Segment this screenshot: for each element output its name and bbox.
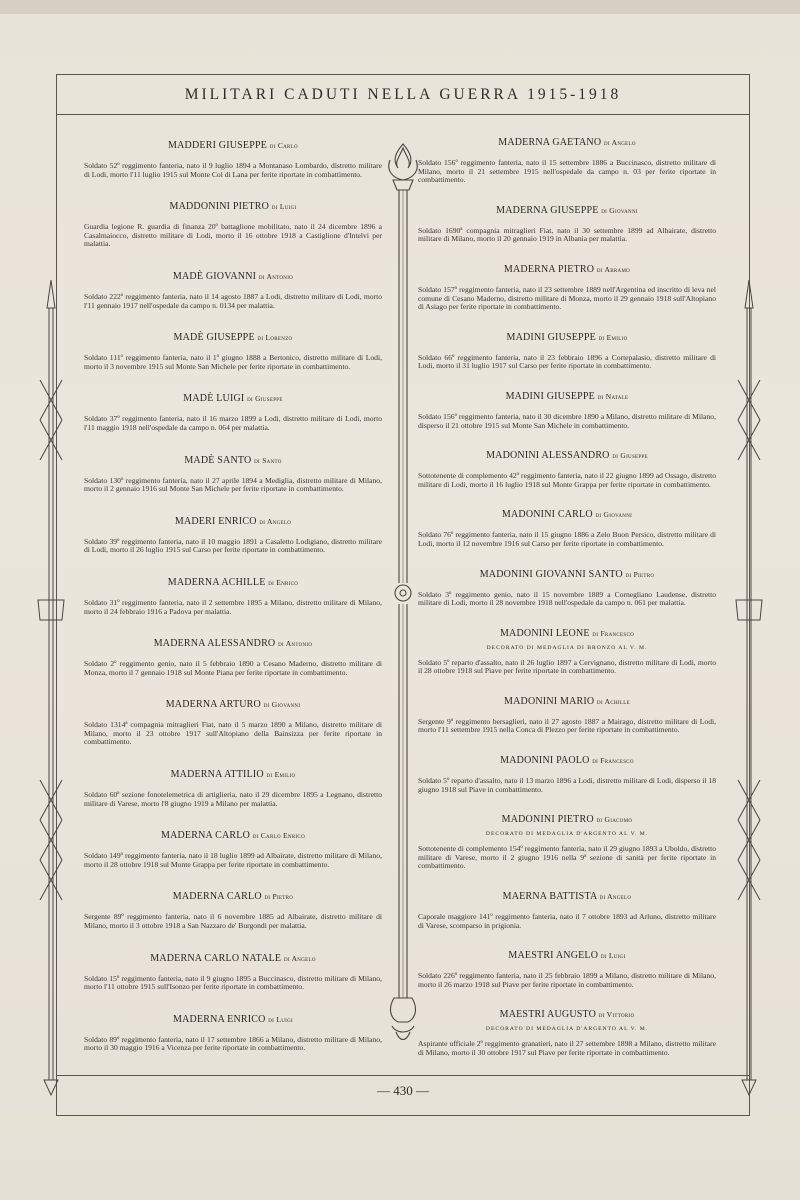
patronymic: di Angelo	[603, 138, 636, 147]
left-lance-ornament	[36, 280, 66, 1100]
entry	[84, 638, 382, 677]
entry	[84, 699, 382, 747]
patronymic: di Angelo	[599, 892, 632, 902]
surname-given: MADERNA CARLO	[161, 830, 250, 842]
entry	[84, 830, 382, 869]
soldier-name	[84, 201, 382, 212]
soldier-name	[84, 830, 382, 841]
entry	[418, 891, 716, 930]
service-record: Soldato 222º reggimento fanteria, nato il 14 agosto 1887 a Lodi, distretto militare di Lodi, morto l'11 gennaio 1917 nell'ospedale da campo n. 0134 per malattia.	[84, 291, 382, 310]
surname-given: MADÈ GIUSEPPE	[173, 332, 255, 344]
surname-given: MADERNA PIETRO	[503, 263, 595, 275]
surname-given: MAERNA BATTISTA	[502, 891, 597, 903]
surname-given: MADERNA ARTURO	[165, 699, 261, 711]
patronymic: di Natale	[597, 391, 629, 401]
patronymic: di Achille	[597, 696, 630, 706]
patronymic: di Giovanni	[601, 205, 638, 215]
entry	[418, 509, 716, 548]
service-record: Soldato 31º reggimento fanteria, nato il 2 settembre 1895 a Milano, distretto militare di Milano, morto il 24 febbraio 1916 a Padova per malattia.	[84, 597, 382, 616]
soldier-name	[84, 1014, 382, 1025]
patronymic: di Francesco	[592, 628, 635, 638]
surname-given: MAESTRI AUGUSTO	[499, 1009, 597, 1021]
surname-given: MADONINI LEONE	[499, 627, 590, 639]
patronymic: di Vittorio	[598, 1010, 635, 1020]
service-record: Soldato 1690ª compagnia mitraglieri Fiat, nato il 30 settembre 1899 ad Albairate, distretto militare di Milano, morto il 20 gennaio 1919 in Albania per malattia.	[418, 225, 716, 244]
soldier-name	[84, 769, 382, 780]
entry	[418, 628, 716, 676]
left-column	[84, 140, 382, 1075]
patronymic: di Carlo	[269, 141, 298, 150]
surname-given: MADERNA CARLO	[172, 891, 262, 903]
entry	[84, 140, 382, 179]
service-record: Soldato 149º reggimento fanteria, nato il 18 luglio 1899 ad Albairate, distretto militare di Milano, morto il 28 ottobre 1918 sul Monte Grappa per ferite riportate in combattimento.	[84, 851, 382, 869]
patronymic: di Giuseppe	[612, 451, 648, 461]
service-record: Soldato 226º reggimento fanteria, nato il 25 febbraio 1899 a Milano, distretto militare di Milano, morto il 26 marzo 1918 sul Piave per ferite riportate in combattimento.	[418, 971, 716, 989]
soldier-name	[418, 509, 716, 520]
soldier-name	[418, 450, 716, 461]
entry	[84, 953, 382, 992]
patronymic: di Emilio	[598, 332, 628, 342]
soldier-name	[84, 332, 382, 343]
patronymic: di Luigi	[600, 951, 626, 961]
soldier-name	[84, 699, 382, 710]
entry	[418, 391, 716, 430]
soldier-name	[418, 696, 716, 707]
surname-given: MAESTRI ANGELO	[508, 950, 599, 962]
surname-given: MADONINI GIOVANNI SANTO	[479, 568, 623, 580]
surname-given: MADINI GIUSEPPE	[505, 390, 595, 402]
entry	[418, 264, 716, 312]
service-record: Soldato 39º reggimento fanteria, nato il 10 maggio 1891 a Casaletto Lodigiano, distretto militare di Lodi, morto il 26 luglio 1915 sul Carso per ferite riportate in combattimento.	[84, 536, 382, 555]
entry	[418, 450, 716, 489]
service-record: Caporale maggiore 141º reggimento fanteria, nato il 7 ottobre 1893 ad Arluno, distretto militare di Varese, scomparso in prigionia.	[418, 912, 716, 930]
soldier-name	[418, 264, 716, 275]
surname-given: MADÈ SANTO	[184, 454, 252, 466]
surname-given: MADERNA ATTILIO	[170, 769, 264, 781]
service-record: Sergente 9º reggimento bersaglieri, nato il 27 agosto 1887 a Mairago, distretto militare di Lodi, morto l'11 settembre 1915 nella Conca di Plezzo per ferite riportate in combattimento.	[418, 716, 716, 735]
entry	[418, 950, 716, 989]
service-record: Guardia legione R. guardia di finanza 20º battaglione mobilitato, nato il 24 dicembre 1896 a Casalmaiocco, distretto militare di Lodi, morto il 16 ottobre 1918 a Castiglione d'Intelvi per malattia.	[84, 222, 382, 249]
decoration-note: DECORATO DI MEDAGLIA DI BRONZO AL V. M.	[486, 644, 648, 651]
patronymic: di Emilio	[266, 770, 296, 780]
soldier-name	[84, 891, 382, 902]
entry	[84, 891, 382, 930]
soldier-name	[418, 628, 716, 639]
soldier-name	[418, 569, 716, 580]
surname-given: MADERNA CARLO NATALE	[150, 952, 282, 964]
entry	[84, 201, 382, 249]
patronymic: di Carlo Enrico	[252, 831, 305, 841]
surname-given: MADINI GIUSEPPE	[506, 331, 596, 343]
surname-given: MADONINI MARIO	[504, 695, 595, 707]
surname-given: MADERI ENRICO	[174, 515, 257, 527]
soldier-name	[418, 814, 716, 825]
soldier-name	[418, 332, 716, 343]
service-record: Aspirante ufficiale 2º reggimento granatieri, nato il 27 settembre 1898 a Milano, distretto militare di Milano, morto il 30 ottobre 1917 sul Piave per ferite riportate in combattimento.	[418, 1039, 716, 1057]
entry	[84, 271, 382, 310]
entry	[418, 569, 716, 608]
soldier-name	[418, 391, 716, 402]
entry	[418, 814, 716, 871]
top-edge	[0, 0, 800, 14]
patronymic: di Luigi	[268, 1014, 293, 1024]
page-number: — 430 —	[377, 1083, 429, 1098]
entry	[418, 332, 716, 371]
entry	[84, 769, 382, 808]
surname-given: MADÈ GIOVANNI	[172, 270, 257, 282]
soldier-name	[418, 1009, 716, 1020]
service-record: Soldato 60ª sezione fonotelemetrica di artiglieria, nato il 29 dicembre 1895 a Legnano, distretto militare di Varese, morto l'8 giugno 1919 a Milano per malattia.	[84, 790, 382, 808]
patronymic: di Giovanni	[595, 510, 633, 520]
service-record: Soldato 52º reggimento fanteria, nato il 9 luglio 1894 a Montanaso Lombardo, distretto militare di Lodi, morto l'11 luglio 1915 sul Monte Col di Lana per ferite riportate in combattimento.	[84, 161, 382, 179]
service-record: Soldato 5º reparto d'assalto, nato il 26 luglio 1897 a Cervignano, distretto militare di Lodi, morto il 28 ottobre 1918 sul Piave per ferite riportate in combattimento.	[418, 657, 716, 676]
patronymic: di Antonio	[258, 271, 294, 281]
service-record: Soldato 3º reggimento genio, nato il 15 novembre 1889 a Cornegliano Laudense, distretto militare di Lodi, morto il 28 novembre 1918 nell'ospedale da campo n. 061 per malattia.	[418, 589, 716, 608]
surname-given: MADONINI CARLO	[501, 509, 593, 521]
service-record: Soldato 111º reggimento fanteria, nato il 1º giugno 1888 a Bertonico, distretto militare di Lodi, morto il 3 novembre 1915 sul Monte San Michele per ferite riportate in combattimento.	[84, 353, 382, 371]
patronymic: di Pietro	[625, 569, 655, 579]
surname-given: MADERNA ACHILLE	[167, 576, 266, 588]
surname-given: MADERNA ALESSANDRO	[153, 638, 276, 650]
patronymic: di Santo	[254, 455, 282, 465]
soldier-name	[84, 577, 382, 588]
patronymic: di Giuseppe	[247, 394, 283, 404]
patronymic: di Abramo	[596, 264, 631, 274]
entry	[418, 696, 716, 735]
service-record: Soldato 89º reggimento fanteria, nato il 17 settembre 1866 a Milano, distretto militare di Milano, morto il 30 maggio 1916 a Vicenza per ferite riportate in combattimento.	[84, 1034, 382, 1053]
entry	[84, 332, 382, 371]
soldier-name	[418, 891, 716, 902]
entry	[418, 755, 716, 794]
service-record: Soldato 1314ª compagnia mitraglieri Fiat, nato il 5 marzo 1890 a Milano, distretto militare di Milano, morto il 23 ottobre 1917 sull'Altopiano della Bainsizza per ferite riportate in combattimento.	[84, 720, 382, 747]
entry	[418, 205, 716, 244]
service-record: Soldato 156º reggimento fanteria, nato il 30 dicembre 1890 a Milano, distretto militare di Milano, disperso il 21 ottobre 1915 sul Monte San Michele in combattimento.	[418, 411, 716, 430]
entry	[84, 393, 382, 432]
right-column	[418, 137, 716, 1078]
soldier-name	[84, 455, 382, 466]
surname-given: MADERNA GAETANO	[498, 137, 602, 148]
surname-given: MADERNA GIUSEPPE	[496, 204, 599, 216]
service-record: Sottotenente di complemento 154º reggimento fanteria, nato il 29 giugno 1893 a Uboldo, distretto militare di Varese, morto il 2 giugno 1916 nella 9ª sezione di sanità per ferite riportate in combattimento.	[418, 844, 716, 871]
entry	[84, 516, 382, 555]
right-lance-ornament	[734, 280, 764, 1100]
soldier-name	[418, 205, 716, 216]
service-record: Soldato 157º reggimento fanteria, nato il 23 settembre 1889 nell'Argentina ed inscritto di leva nel comune di Cesano Maderno, distretto militare di Monza, morto il 29 gennaio 1918 sull'Altopiano di Asiago per ferite riportate in combattimento.	[418, 284, 716, 312]
surname-given: MADDERI GIUSEPPE	[168, 140, 268, 151]
entry	[418, 1009, 716, 1057]
surname-given: MADONINI PIETRO	[501, 814, 594, 826]
soldier-name	[84, 140, 382, 151]
patronymic: di Lorenzo	[257, 333, 293, 343]
service-record: Soldato 76º reggimento fanteria, nato il 15 giugno 1886 a Zelo Buon Persico, distretto militare di Lodi, morto il 12 novembre 1916 sul Carso per ferite riportate in combattimento.	[418, 530, 716, 548]
soldier-name	[84, 516, 382, 527]
patronymic: di Giacomo	[596, 815, 633, 825]
service-record: Soldato 2º reggimento genio, nato il 5 febbraio 1890 a Cesano Maderno, distretto militare di Monza, morto il 7 gennaio 1918 sul Monte Piana per ferite riportate in combattimento.	[84, 659, 382, 677]
surname-given: MADÈ LUIGI	[183, 393, 245, 405]
soldier-name	[418, 950, 716, 961]
service-record: Sergente 89º reggimento fanteria, nato il 6 novembre 1885 ad Albairate, distretto militare di Milano, morto il 3 ottobre 1918 a San Nazzaro de' Burgondi per malattia.	[84, 912, 382, 931]
entry	[84, 1014, 382, 1053]
page-title: MILITARI CADUTI NELLA GUERRA 1915-1918	[184, 86, 622, 103]
surname-given: MADERNA ENRICO	[173, 1013, 266, 1025]
title-rule	[56, 114, 750, 115]
soldier-name	[84, 271, 382, 282]
service-record: Soldato 66º reggimento fanteria, nato il 23 febbraio 1896 a Cortepalasio, distretto militare di Lodi, morto il 31 luglio 1917 sul Carso per ferite riportate in combattimento.	[418, 352, 716, 371]
patronymic: di Antonio	[278, 639, 313, 649]
soldier-name	[418, 137, 716, 148]
patronymic: di Angelo	[259, 516, 292, 526]
soldier-name	[84, 953, 382, 964]
patronymic: di Luigi	[271, 202, 297, 212]
soldier-name	[84, 393, 382, 404]
entry	[84, 577, 382, 616]
service-record: Soldato 37º reggimento fanteria, nato il 16 marzo 1899 a Lodi, distretto militare di Lodi, morto l'11 maggio 1918 nell'ospedale da campo n. 064 per malattia.	[84, 414, 382, 432]
service-record: Soldato 156º reggimento fanteria, nato il 15 settembre 1886 a Buccinasco, distretto militare di Milano, morto il 21 settembre 1915 nell'ospedale da campo n. 03 per ferite riportate in combattimento.	[418, 158, 716, 185]
service-record: Soldato 5º reparto d'assalto, nato il 13 marzo 1896 a Lodi, distretto militare di Lodi, disperso il 18 giugno 1918 sul Piave in combattimento.	[418, 776, 716, 794]
entry	[84, 455, 382, 494]
patronymic: di Pietro	[264, 892, 294, 902]
service-record: Soldato 130º reggimento fanteria, nato il 27 aprile 1894 a Mediglia, distretto militare di Milano, morto il 2 gennaio 1916 sul Monte San Michele per ferite riportate in combattimento.	[84, 475, 382, 494]
decoration-note: DECORATO DI MEDAGLIA D'ARGENTO AL V. M.	[485, 1026, 649, 1033]
soldier-name	[418, 755, 716, 766]
surname-given: MADONINI ALESSANDRO	[486, 450, 610, 462]
decoration-note: DECORATO DI MEDAGLIA D'ARGENTO AL V. M.	[485, 831, 649, 838]
service-record: Soldato 15º reggimento fanteria, nato il 9 giugno 1895 a Buccinasco, distretto militare di Milano, morto l'11 ottobre 1915 sull'Isonzo per ferite riportate in combattimento.	[84, 973, 382, 992]
patronymic: di Enrico	[268, 577, 299, 587]
patronymic: di Giovanni	[263, 700, 301, 710]
surname-given: MADONINI PAOLO	[500, 755, 590, 767]
surname-given: MADDONINI PIETRO	[169, 201, 270, 213]
soldier-name	[84, 638, 382, 649]
service-record: Sottotenente di complemento 42º reggimento fanteria, nato il 22 giugno 1899 ad Ossago, distretto militare di Lodi, morto il 16 luglio 1918 sul Monte Grappa per ferite riportate in combattimento.	[418, 471, 716, 489]
patronymic: di Angelo	[283, 953, 316, 963]
entry	[418, 137, 716, 185]
patronymic: di Francesco	[592, 756, 634, 766]
